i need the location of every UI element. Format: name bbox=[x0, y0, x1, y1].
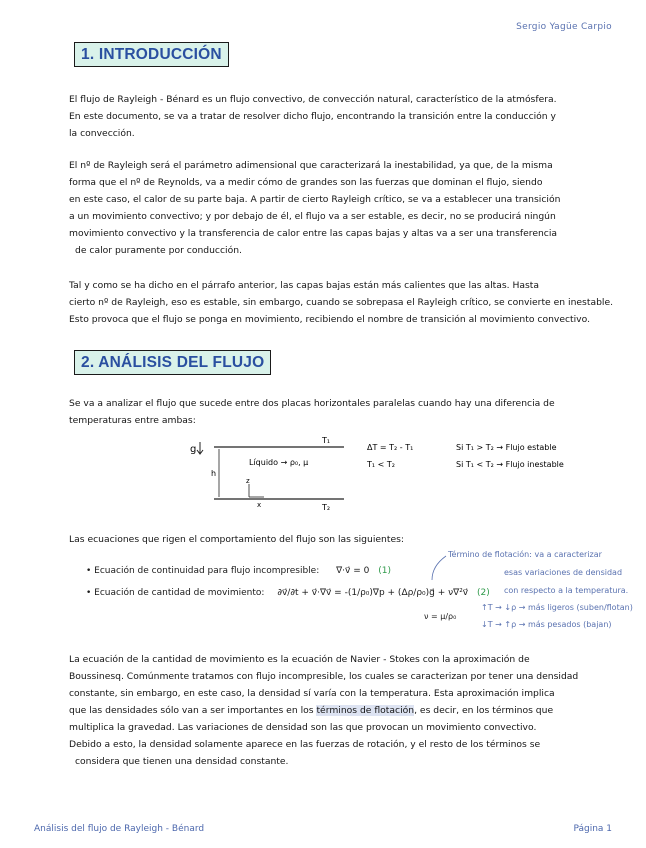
temperature-condition: T₁ < T₂ bbox=[367, 460, 395, 469]
stable-rule: Si T₁ > T₂ → Flujo estable bbox=[456, 443, 557, 452]
eq2-formula: ∂v⃗/∂t + v⃗·∇v⃗ = -(1/ρ₀)∇p + (Δρ/ρ₀)g⃗ + ν∇²v⃗ bbox=[277, 588, 469, 598]
author-name: Sergio Yagüe Carpio bbox=[516, 22, 612, 32]
highlighted-term: términos de flotación bbox=[316, 705, 415, 716]
text-line: en este caso, el calor de su parte baja. A partir de cierto Rayleigh crítico, se va a establecer una transición bbox=[69, 194, 561, 205]
note-line: Término de flotación: va a caracterizar bbox=[448, 550, 602, 559]
nu-definition: ν = μ/ρ₀ bbox=[424, 612, 457, 621]
z-label: z bbox=[246, 477, 250, 485]
text-line: constante, sin embargo, en este caso, la densidad sí varía con la temperatura. Esta aproximación implica bbox=[69, 688, 555, 699]
annotation-arrow-icon bbox=[432, 556, 446, 580]
text-line: Se va a analizar el flujo que sucede entre dos placas horizontales paralelas cuando hay una diferencia de bbox=[69, 398, 555, 409]
note-line: ↓T → ↑ρ → más pesados (bajan) bbox=[481, 620, 612, 629]
t1-label: T₁ bbox=[322, 436, 331, 445]
text-line: la convección. bbox=[69, 128, 135, 139]
text-line: movimiento convectivo y la transferencia de calor entre las capas bajas y altas va a ser una transferencia bbox=[69, 228, 558, 239]
text-fragment: , es decir, en los términos que bbox=[414, 705, 554, 716]
liquid-label: Líquido → ρ₀, μ bbox=[249, 458, 309, 467]
text-line: de calor puramente por conducción. bbox=[75, 245, 242, 256]
text-line: cierto nº de Rayleigh, eso es estable, sin embargo, cuando se sobrepasa el Rayleigh crítico, se convierte en inestable. bbox=[69, 297, 614, 308]
eq1-formula: ∇·v⃗ = 0 bbox=[336, 566, 370, 576]
text-line: Tal y como se ha dicho en el párrafo anterior, las capas bajas están más calientes que las altas. Hasta bbox=[69, 280, 540, 291]
text-line: a un movimiento convectivo; y por debajo de él, el flujo va a ser estable, es decir, no se producirá ningún bbox=[69, 211, 556, 222]
delta-t: ΔT = T₂ - T₁ bbox=[367, 443, 414, 452]
eq2-number: (2) bbox=[477, 588, 490, 598]
text-line: El flujo de Rayleigh - Bénard es un flujo convectivo, de convección natural, característico de la atmósfera. bbox=[69, 94, 557, 105]
text-line: multiplica la gravedad. Las variaciones de densidad son las que provocan un movimiento convectivo. bbox=[69, 722, 537, 733]
eq1-label: • Ecuación de continuidad para flujo incompresible: bbox=[86, 566, 320, 576]
section-heading-introduccion: 1. INTRODUCCIÓN bbox=[74, 42, 229, 67]
text-line: Debido a esto, la densidad solamente aparece en las fuerzas de rotación, y el resto de los términos se bbox=[69, 739, 541, 750]
text-line: forma que el nº de Reynolds, va a medir cómo de grandes son las fuerzas que dominan el flujo, siendo bbox=[69, 177, 543, 188]
x-label: x bbox=[257, 501, 262, 509]
text-line: Esto provoca que el flujo se ponga en movimiento, recibiendo el nombre de transición al movimiento convectivo. bbox=[69, 314, 590, 325]
gravity-label: g bbox=[190, 444, 197, 455]
footer-title: Análisis del flujo de Rayleigh - Bénard bbox=[34, 824, 205, 834]
note-line: ↑T → ↓ρ → más ligeros (suben/flotan) bbox=[481, 603, 633, 612]
text-line: considera que tienen una densidad constante. bbox=[75, 756, 289, 767]
text-line: En este documento, se va a tratar de resolver dicho flujo, encontrando la transición entre la conducción y bbox=[69, 111, 556, 122]
section-heading-analisis: 2. ANÁLISIS DEL FLUJO bbox=[74, 350, 271, 375]
page-number: Página 1 bbox=[573, 824, 612, 834]
unstable-rule: Si T₁ < T₂ → Flujo inestable bbox=[456, 460, 564, 469]
h-label: h bbox=[211, 469, 217, 478]
note-line: esas variaciones de densidad bbox=[504, 568, 623, 577]
text-line: Boussinesq. Comúnmente tratamos con flujo incompresible, los cuales se caracterizan por tener una densidad bbox=[69, 671, 579, 682]
paragraph-boussinesq bbox=[69, 651, 607, 770]
text-line: La ecuación de la cantidad de movimiento es la ecuación de Navier - Stokes con la aproximación de bbox=[69, 654, 530, 665]
text-line: El nº de Rayleigh será el parámetro adimensional que caracterizará la inestabilidad, ya que, de la misma bbox=[69, 160, 553, 171]
eq1-number: (1) bbox=[378, 566, 391, 576]
t2-label: T₂ bbox=[322, 503, 331, 512]
text-line bbox=[69, 702, 607, 719]
text-fragment: que las densidades sólo van a ser importantes en los bbox=[69, 705, 314, 716]
note-line: con respecto a la temperatura. bbox=[504, 586, 629, 595]
text-line: Las ecuaciones que rigen el comportamiento del flujo son las siguientes: bbox=[69, 534, 404, 545]
eq2-label: • Ecuación de cantidad de movimiento: bbox=[86, 588, 265, 598]
text-line: temperaturas entre ambas: bbox=[69, 415, 196, 426]
